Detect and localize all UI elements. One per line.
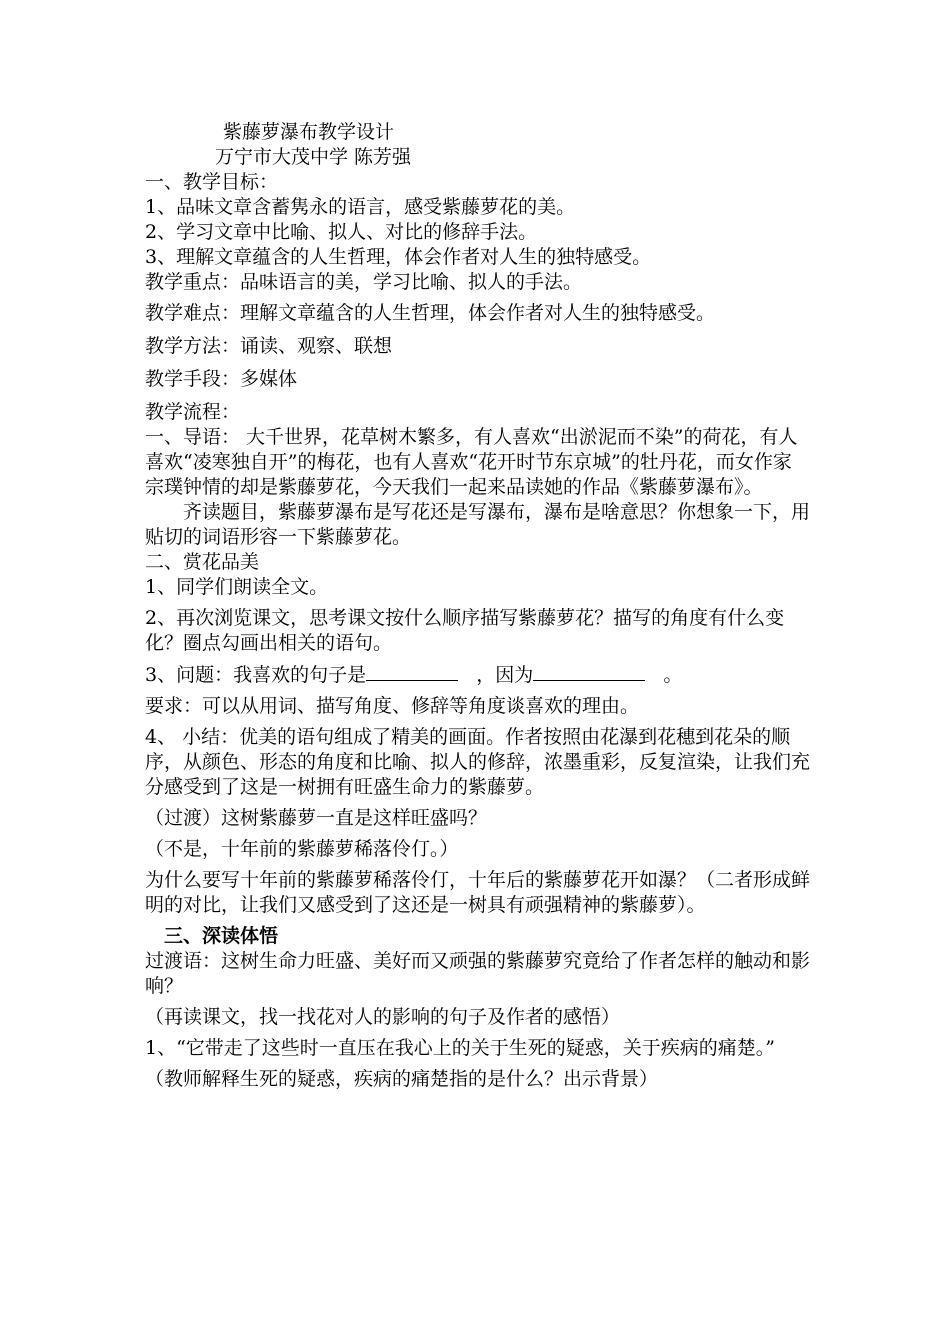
section-2-heading: 二、赏花品美 bbox=[145, 551, 260, 573]
section-2-item-3 bbox=[145, 662, 810, 688]
section-2-item-2: 2、再次浏览课文，思考课文按什么顺序描写紫藤萝花？描写的角度有什么变化？圈点勾画出相关的语句。 bbox=[145, 607, 785, 654]
section-2-item-1: 1、同学们朗读全文。 bbox=[145, 576, 329, 598]
reread-instruction: （再读课文，找一找花对人的影响的句子及作者的感悟） bbox=[145, 1006, 621, 1028]
author-line: 万宁市大茂中学 陈芳强 bbox=[215, 146, 412, 168]
item-3-end: 。 bbox=[663, 664, 683, 686]
section-2-item-4: 4、 小结：优美的语句组成了精美的画面。作者按照由花瀑到花穗到花朵的顺序，从颜色、形态的角度和比喻、拟人的修辞，浓墨重彩，反复渲染，让我们充分感受到了这是一树拥有旺盛生命力的紫藤萝。 bbox=[145, 726, 811, 798]
section-2-requirement: 要求：可以从用词、描写角度、修辞等角度谈喜欢的理由。 bbox=[145, 695, 640, 717]
read-title-paragraph: 齐读题目，紫藤萝瀑布是写花还是写瀑布，瀑布是啥意思？你想象一下，用贴切的词语形容一下紫藤萝花。 bbox=[145, 501, 811, 548]
item-3-prefix: 3、问题：我喜欢的句子是 bbox=[145, 664, 367, 686]
fill-blank-2 bbox=[533, 662, 645, 681]
goals-heading: 一、教学目标： bbox=[145, 171, 279, 193]
transition-2: 过渡语：这树生命力旺盛、美好而又顽强的紫藤萝究竟给了作者怎样的触动和影响？ bbox=[145, 950, 811, 997]
key-points: 教学重点：品味语言的美，学习比喻、拟人的手法。 bbox=[145, 271, 583, 293]
transition-question: （过渡）这树紫藤萝一直是这样旺盛吗？ bbox=[145, 807, 488, 829]
document-page bbox=[145, 120, 810, 1092]
intro-paragraph: 一、导语： 大千世界，花草树木繁多，有人喜欢“出淤泥而不染”的荷花，有人喜欢“凌寒独自开”的梅花，也有人喜欢“花开时节东京城”的牡丹花，而女作家宗璞钟情的却是紫藤萝花，今天我们一起来品读她的作品《紫藤萝瀑布》。 bbox=[145, 426, 798, 498]
quote-1: 1、“它带走了这些时一直压在我心上的关于生死的疑惑，关于疾病的痛楚。” bbox=[145, 1037, 776, 1059]
process-heading: 教学流程： bbox=[145, 401, 241, 423]
goal-1: 1、品味文章含蓄隽永的语言，感受紫藤萝花的美。 bbox=[145, 196, 576, 218]
document-title: 紫藤萝瀑布教学设计 bbox=[223, 121, 395, 143]
goal-3: 3、理解文章蕴含的人生哲理，体会作者对人生的独特感受。 bbox=[145, 246, 652, 268]
contrast-question: 为什么要写十年前的紫藤萝稀落伶仃，十年后的紫藤萝花开如瀑？（二者形成鲜明的对比，让我们又感受到了这还是一树具有顽强精神的紫藤萝）。 bbox=[145, 869, 811, 916]
section-3-heading: 三、深读体悟 bbox=[164, 925, 279, 947]
teaching-methods: 教学方法：诵读、观察、联想 bbox=[145, 335, 393, 357]
goal-2: 2、学习文章中比喻、拟人、对比的修辞手法。 bbox=[145, 221, 538, 243]
fill-blank-1 bbox=[366, 662, 458, 681]
transition-answer: （不是，十年前的紫藤萝稀落伶仃。） bbox=[145, 838, 459, 860]
teacher-explanation: （教师解释生死的疑惑，疾病的痛楚指的是什么？出示背景） bbox=[145, 1068, 659, 1090]
difficulties: 教学难点：理解文章蕴含的人生哲理，体会作者对人生的独特感受。 bbox=[145, 302, 716, 324]
teaching-means: 教学手段：多媒体 bbox=[145, 368, 298, 390]
item-3-middle: ，因为 bbox=[476, 664, 534, 686]
